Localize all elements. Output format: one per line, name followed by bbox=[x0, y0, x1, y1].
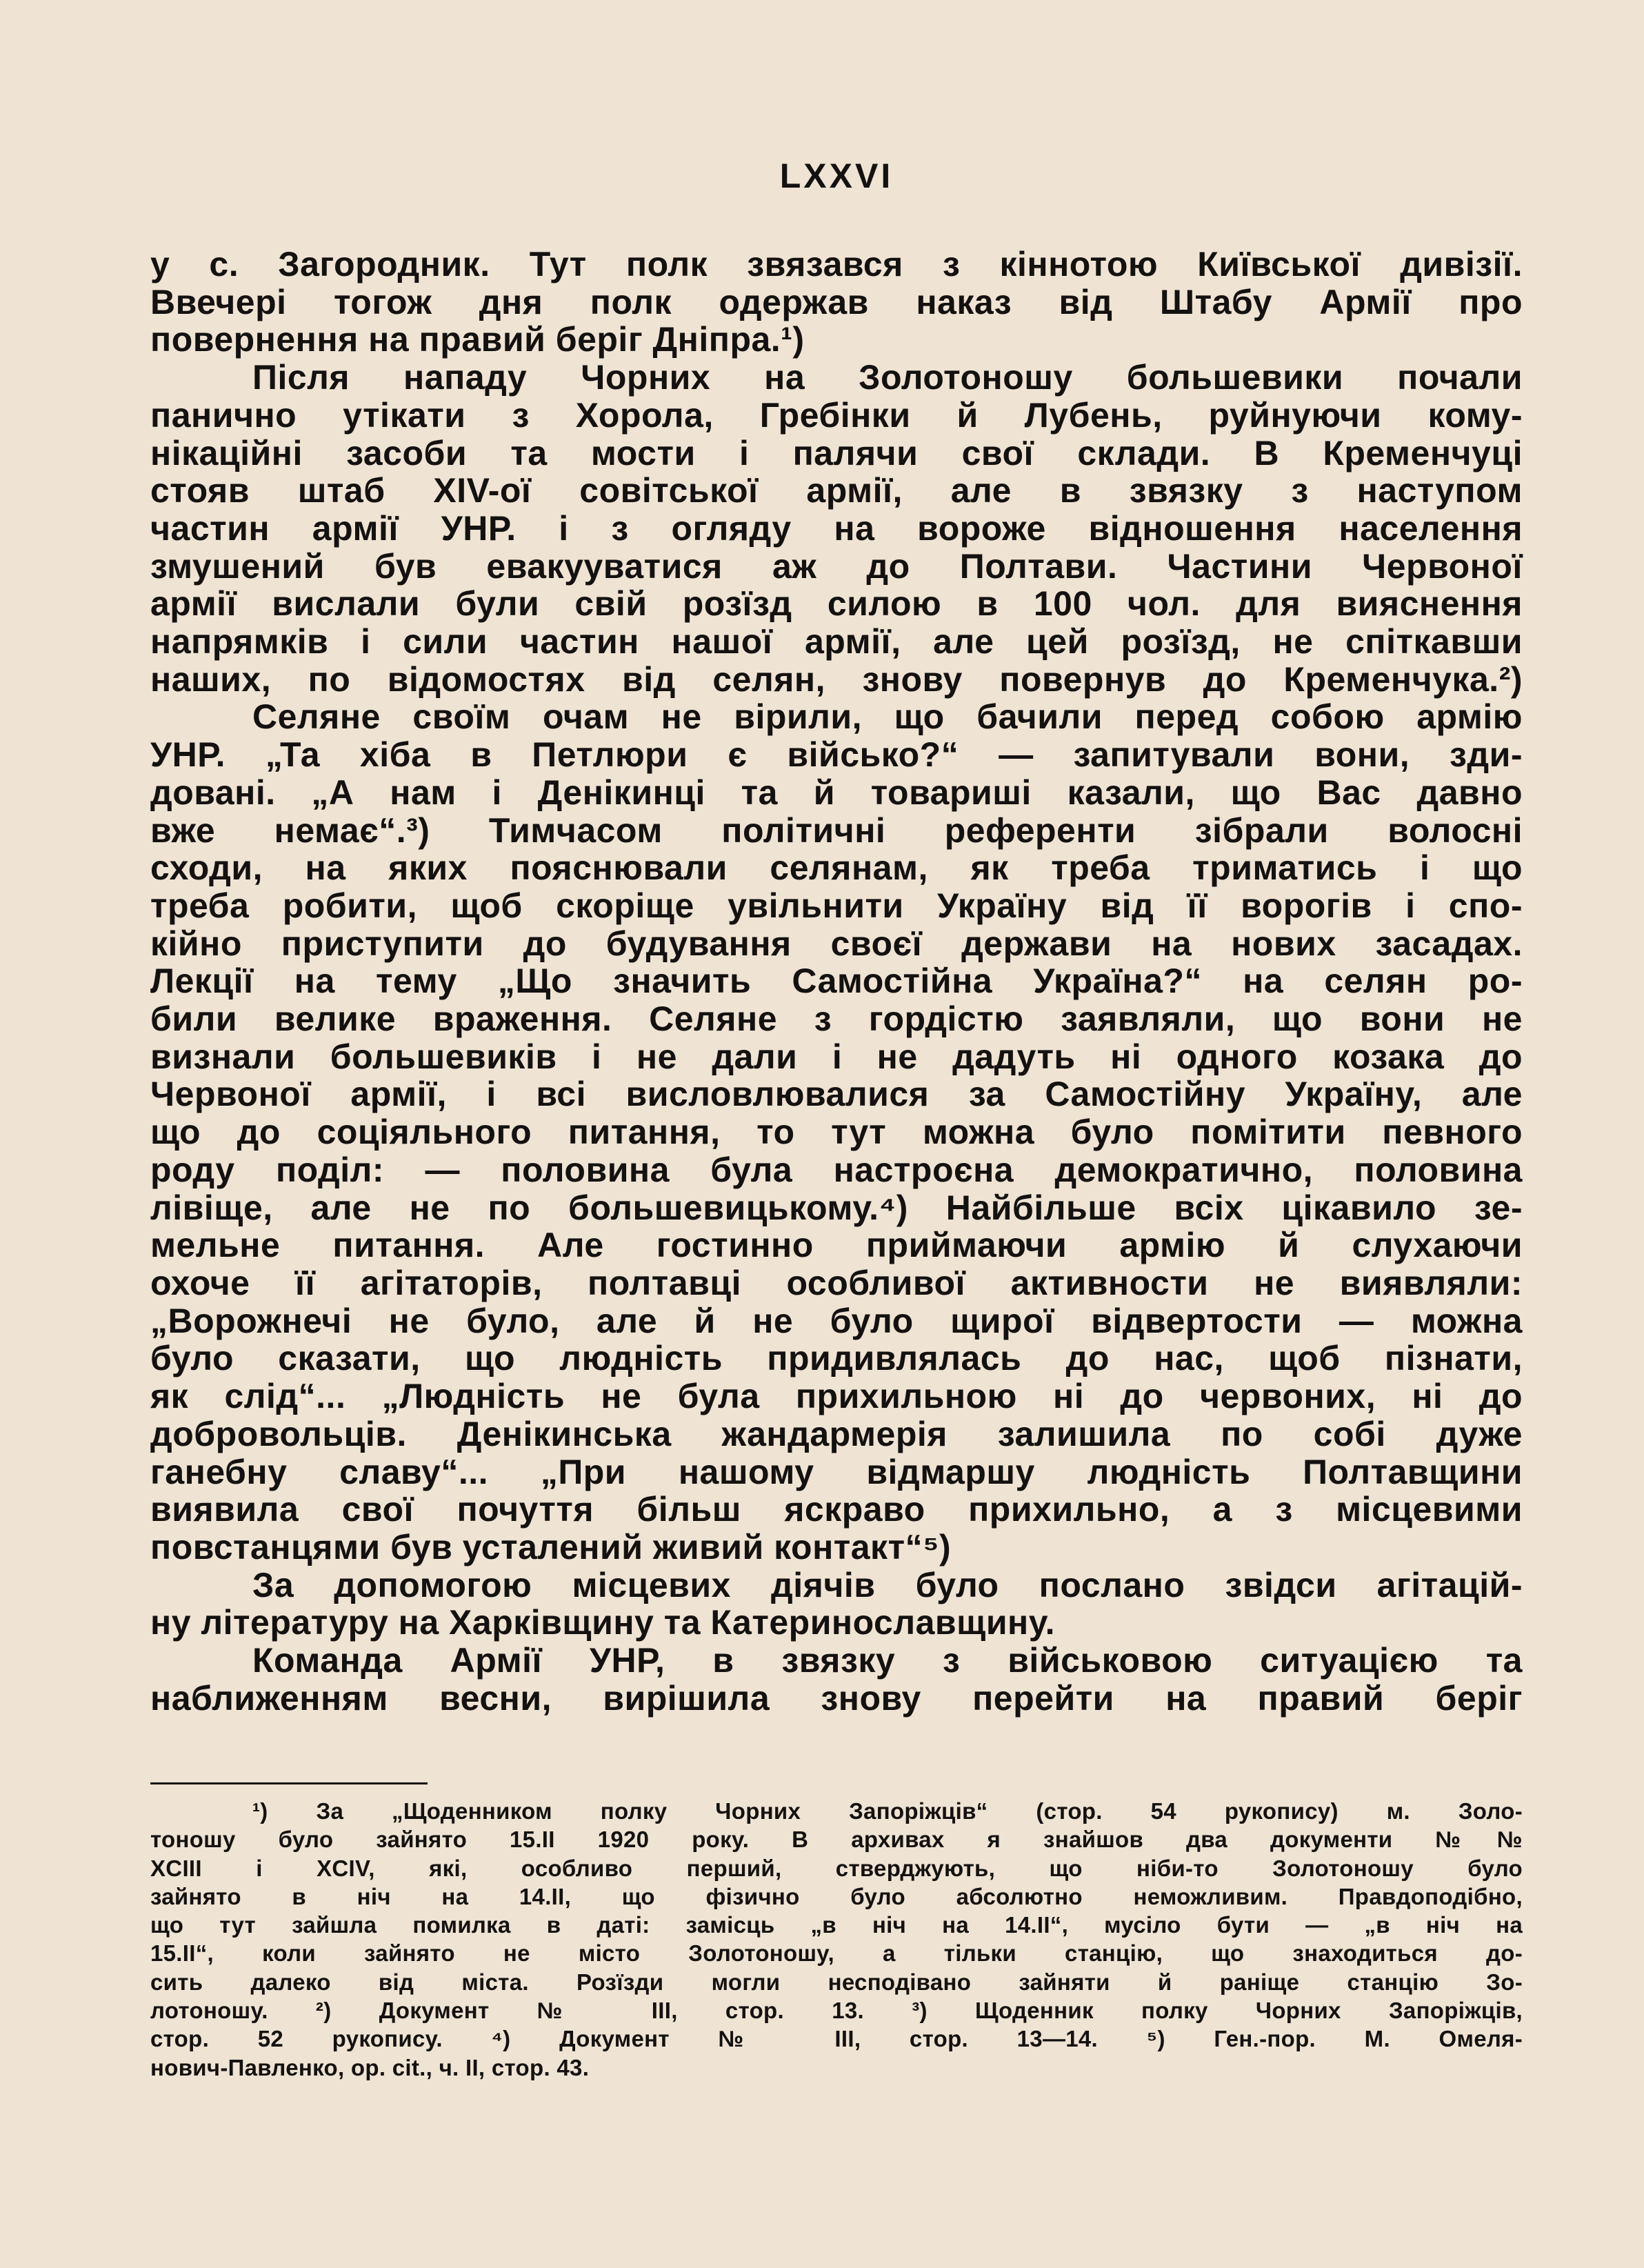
body-line: повстанцями був усталений живий контакт“⁵) bbox=[150, 1527, 952, 1566]
body-line: довані. „А нам і Денікинці та й товариші казали, що Вас давно bbox=[150, 773, 1523, 812]
body-line: Після нападу Чорних на Золотоношу большевики почали bbox=[252, 358, 1523, 397]
body-line: УНР. „Та хіба в Петлюри є військо?“ — запитували вони, зди- bbox=[150, 735, 1523, 775]
footnote-line: зайнято в ніч на 14.II, що фізично було абсолютно неможливим. Правдоподібно, bbox=[150, 1883, 1523, 1909]
body-line: Команда Армії УНР, в звязку з військовою ситуацією та bbox=[252, 1641, 1523, 1680]
body-line: Лекції на тему „Що значить Самостійна Україна?“ на селян ро- bbox=[150, 962, 1523, 1001]
footnote-line: стор. 52 рукопису. ⁴) Документ № III, стор. 13—14. ⁵) Ген.-пор. М. Омеля- bbox=[150, 2026, 1523, 2052]
body-line: що до соціяльного питання, то тут можна було помітити певного bbox=[150, 1113, 1523, 1152]
body-line: мельне питання. Але гостинно приймаючи армію й слухаючи bbox=[150, 1226, 1523, 1265]
body-line: Селяне своїм очам не вірили, що бачили перед собою армію bbox=[252, 697, 1523, 737]
footnote-line: лотоношу. ²) Документ № III, стор. 13. ³) Щоденник полку Чорних Запоріжців, bbox=[150, 1998, 1523, 2024]
footnote-line: що тут зайшла помилка в даті: замісць „в ніч на 14.II“, мусіло бути — „в ніч на bbox=[150, 1912, 1523, 1938]
body-line: наших, по відомостях від селян, знову повернув до Кременчука.²) bbox=[150, 659, 1523, 699]
body-line: нікаційні засоби та мости і палячи свої склади. В Кременчуці bbox=[150, 433, 1523, 472]
footnote-divider bbox=[150, 1782, 428, 1784]
footnote-line: нович-Павленко, op. cit., ч. II, стор. 43. bbox=[150, 2054, 590, 2080]
body-line: добровольців. Денікинська жандармерія залишила по собі дуже bbox=[150, 1414, 1523, 1453]
body-line: били велике враження. Селяне з гордістю заявляли, що вони не bbox=[150, 999, 1523, 1039]
footnote-line: ¹) За „Щоденником полку Чорних Запоріжців“ (стор. 54 рукопису) м. Золо- bbox=[252, 1798, 1523, 1824]
body-line: виявила свої почуття більш яскраво прихильно, а з місцевими bbox=[150, 1490, 1523, 1529]
body-line: у с. Загородник. Тут полк звязався з кіннотою Київської дивізії. bbox=[150, 245, 1523, 284]
body-line: як слід“... „Людність не була прихильною ні до червоних, ні до bbox=[150, 1377, 1523, 1416]
footnote-line: сить далеко від міста. Розїзди могли несподівано зайняти й раніще станцію Зо- bbox=[150, 1969, 1523, 1995]
body-line: змушений був евакууватися аж до Полтави. Частини Червоної bbox=[150, 546, 1523, 586]
body-line: Ввечері тогож дня полк одержав наказ від Штабу Армії про bbox=[150, 282, 1523, 321]
body-line: ганебну славу“... „При нашому відмаршу людність Полтавщини bbox=[150, 1452, 1523, 1491]
body-line: визнали большевиків і не дали і не дадуть ні одного козака до bbox=[150, 1037, 1523, 1076]
body-line: було сказати, що людність придивлялась до нас, щоб пізнати, bbox=[150, 1339, 1523, 1378]
body-line: стояв штаб XIV-ої совітської армії, але в звязку з наступом bbox=[150, 471, 1523, 510]
document-page bbox=[150, 0, 1523, 2268]
footnotes bbox=[150, 1797, 1523, 2082]
body-line: ну літературу на Харківщину та Катеринославщину. bbox=[150, 1603, 1056, 1642]
body-line: вже немає“.³) Тимчасом політичні референти зібрали волосні bbox=[150, 810, 1523, 850]
body-line: частин армії УНР. і з огляду на вороже відношення населення bbox=[150, 508, 1523, 548]
body-line: наближенням весни, вирішила знову перейти на правий беріг bbox=[150, 1678, 1523, 1718]
footnote-line: XCIII і XCIV, які, особливо перший, стверджують, що ніби-то Золотоношу було bbox=[150, 1855, 1523, 1881]
body-line: армії вислали були свій розїзд силою в 100 чол. для вияснення bbox=[150, 584, 1523, 624]
body-line: панично утікати з Хорола, Гребінки й Лубень, руйнуючи кому- bbox=[150, 395, 1523, 435]
footnote-line: 15.II“, коли зайнято не місто Золотоношу, а тільки станцію, що знаходиться до- bbox=[150, 1940, 1523, 1967]
body-line: роду поділ: — половина була настроєна демократично, половина bbox=[150, 1150, 1523, 1189]
footnote-line: тоношу було зайнято 15.II 1920 року. В архивах я знайшов два документи №№ bbox=[150, 1827, 1523, 1853]
body-line: За допомогою місцевих діячів було послано звідси агітацій- bbox=[252, 1565, 1523, 1604]
body-line: охоче її агітаторів, полтавці особливої активности не виявляли: bbox=[150, 1263, 1523, 1302]
body-line: „Ворожнечі не було, але й не було щирої відвертости — можна bbox=[150, 1301, 1523, 1340]
body-line: лівіще, але не по большевицькому.⁴) Найбільше всіх цікавило зе- bbox=[150, 1188, 1523, 1227]
body-line: повернення на правий беріг Дніпра.¹) bbox=[150, 320, 805, 359]
body-line: кійно приступити до будування своєї держави на нових засадах. bbox=[150, 924, 1523, 963]
body-line: треба робити, щоб скоріще увільнити Україну від її ворогів і спо- bbox=[150, 886, 1523, 925]
page-number: LXXVI bbox=[779, 157, 894, 195]
body-line: Червоної армії, і всі висловлювалися за Самостійну Україну, але bbox=[150, 1075, 1523, 1114]
body-line: сходи, на яких пояснювали селянам, як треба триматись і що bbox=[150, 848, 1523, 888]
body-line: напрямків і сили частин нашої армії, але цей розїзд, не спіткавши bbox=[150, 622, 1523, 662]
body-text bbox=[150, 246, 1523, 1717]
